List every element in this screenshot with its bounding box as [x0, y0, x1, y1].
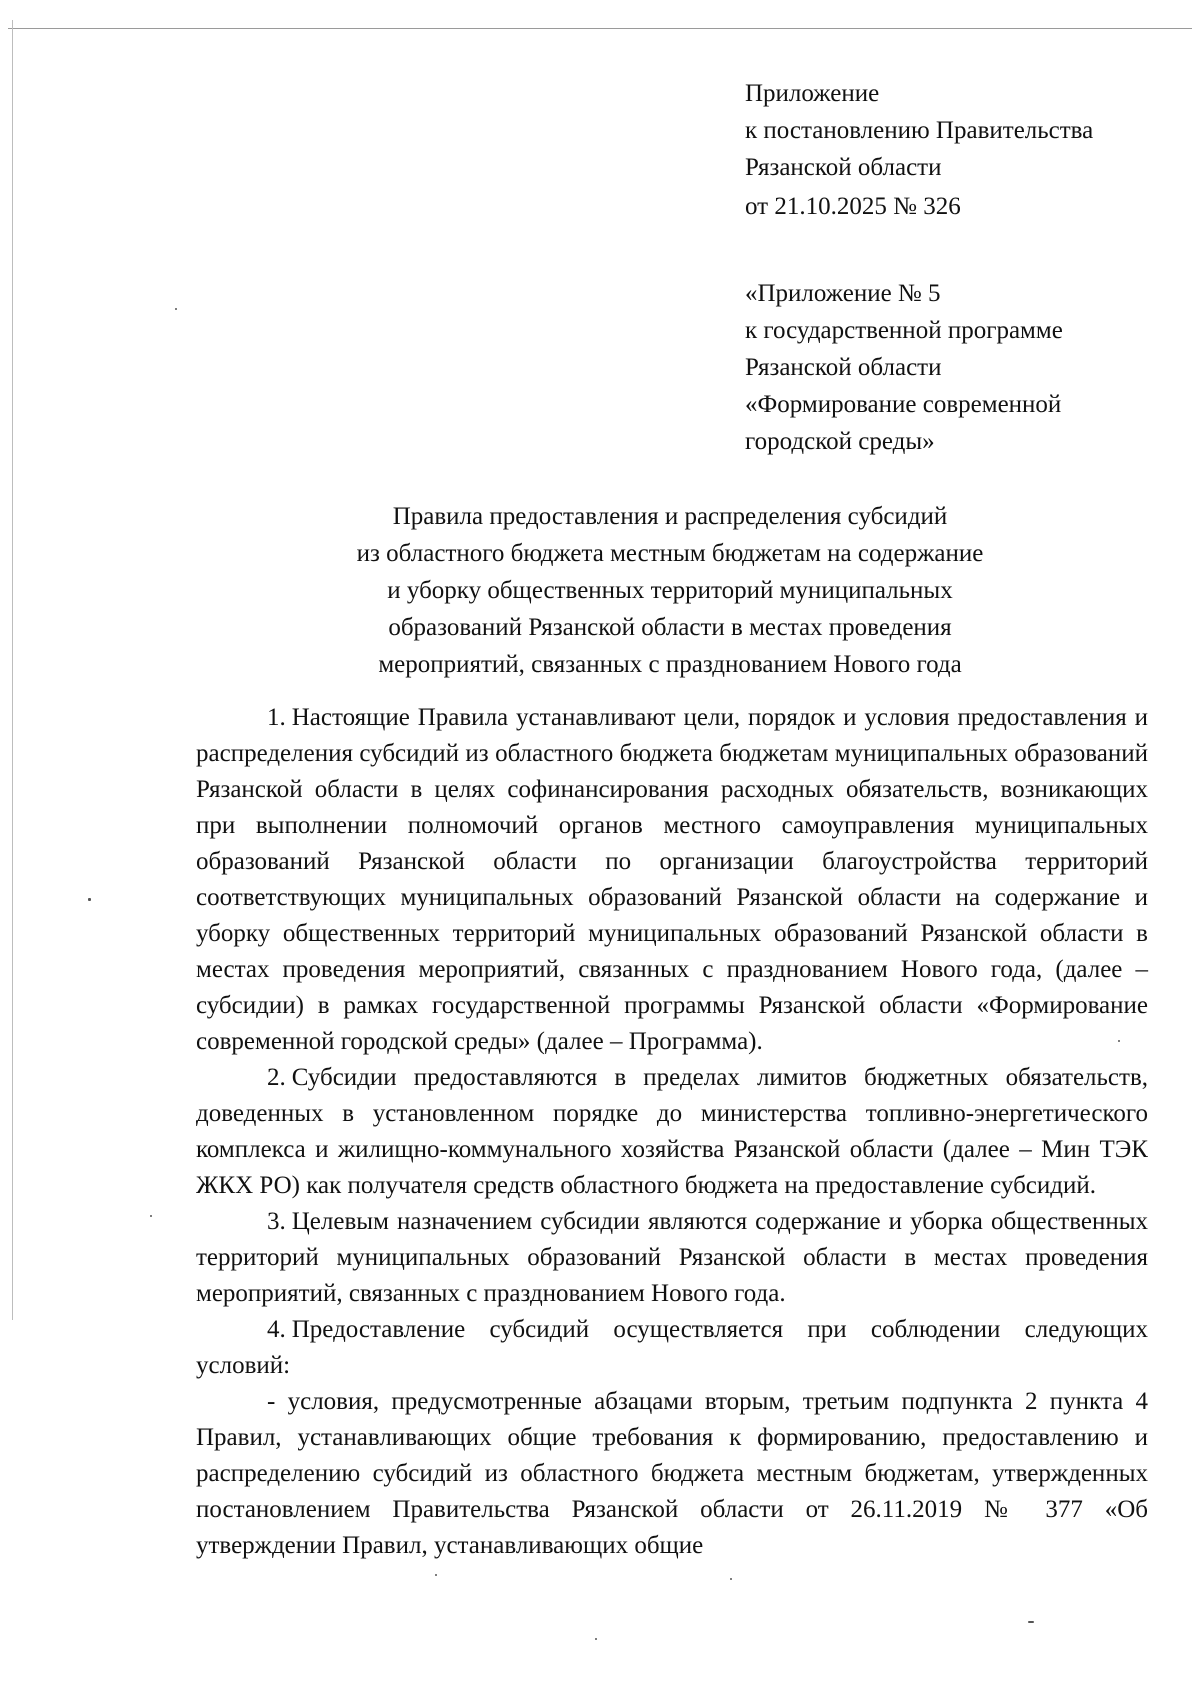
scan-speck	[435, 1574, 437, 1576]
paragraph-4	[196, 1312, 1148, 1384]
scan-speck	[1028, 1621, 1034, 1623]
paragraph-text: Целевым назначением субсидии являются содержание и уборка общественных территорий муниципальных образований Рязанской области в местах проведения мероприятий, связанных с празднованием Нового года.	[196, 1208, 1148, 1307]
document-title-line: Правила предоставления и распределения субсидий	[392, 503, 948, 530]
scan-speck	[150, 1215, 152, 1217]
paragraph-text: - условия, предусмотренные абзацами вторым, третьим подпункта 2 пункта 4 Правил, устанавливающих общие требования к формированию, предоставлению и распределению субсидий из областного бюджета местным бюджетам, утвержденных постановлением Правительства Рязанской области от 26.11.2019 № 377 «Об утверждении Правил, устанавливающих общие	[196, 1388, 1148, 1559]
paragraph-4-condition	[196, 1384, 1148, 1564]
program-appendix-line: Рязанской области	[745, 354, 942, 381]
program-appendix-line: к государственной программе	[745, 317, 1063, 344]
scan-edge-left	[12, 20, 13, 1320]
paragraph-2	[196, 1060, 1148, 1204]
document-title	[270, 498, 1070, 683]
scan-edge-top	[8, 28, 1192, 29]
scan-speck	[175, 308, 177, 310]
appendix-header-line: к постановлению Правительства	[745, 117, 1094, 144]
program-appendix-line: «Формирование современной	[745, 391, 1062, 418]
paragraph-text: Настоящие Правила устанавливают цели, порядок и условия предоставления и распределения субсидий из областного бюджета бюджетам муниципальных образований Рязанской области в целях софинансирования расходных обязательств, возникающих при выполнении полномочий органов местного самоуправления муниципальных образований Рязанской области по организации благоустройства территорий соответствующих муниципальных образований Рязанской области на содержание и уборку общественных территорий муниципальных образований Рязанской области в местах проведения мероприятий, связанных с празднованием Нового года, (далее – субсидии) в рамках государственной программы Рязанской области «Формирование современной городской среды» (далее – Программа).	[196, 704, 1148, 1055]
appendix-header-line: Рязанской области	[745, 154, 942, 181]
paragraph-text: Предоставление субсидий осуществляется при соблюдении следующих условий:	[196, 1316, 1148, 1379]
paragraph-text: Субсидии предоставляются в пределах лимитов бюджетных обязательств, доведенных в установленном порядке до министерства топливно-энергетического комплекса и жилищно-коммунального хозяйства Рязанской области (далее – Мин ТЭК ЖКХ РО) как получателя средств областного бюджета на предоставление субсидий.	[196, 1064, 1148, 1199]
program-appendix	[745, 275, 1063, 460]
program-appendix-line: «Приложение № 5	[745, 280, 941, 307]
paragraph-3	[196, 1204, 1148, 1312]
scan-speck	[88, 898, 91, 901]
paragraph-1	[196, 700, 1148, 1060]
appendix-header	[745, 75, 1093, 186]
document-body	[196, 700, 1148, 1564]
appendix-date	[745, 188, 961, 225]
scan-speck	[595, 1638, 597, 1640]
paragraph-number: 4.	[267, 1316, 286, 1343]
document-title-line: образований Рязанской области в местах проведения	[388, 614, 952, 641]
paragraph-number: 2.	[267, 1064, 286, 1091]
paragraph-number: 1.	[267, 704, 286, 731]
appendix-date-line: от 21.10.2025 № 326	[745, 193, 961, 220]
document-title-line: из областного бюджета местным бюджетам на содержание	[356, 540, 984, 567]
paragraph-number: 3.	[267, 1208, 286, 1235]
scan-speck	[730, 1578, 732, 1580]
document-title-line: и уборку общественных территорий муниципальных	[387, 577, 953, 604]
document-title-line: мероприятий, связанных с празднованием Нового года	[378, 651, 962, 678]
appendix-header-line: Приложение	[745, 80, 880, 107]
program-appendix-line: городской среды»	[745, 428, 935, 455]
